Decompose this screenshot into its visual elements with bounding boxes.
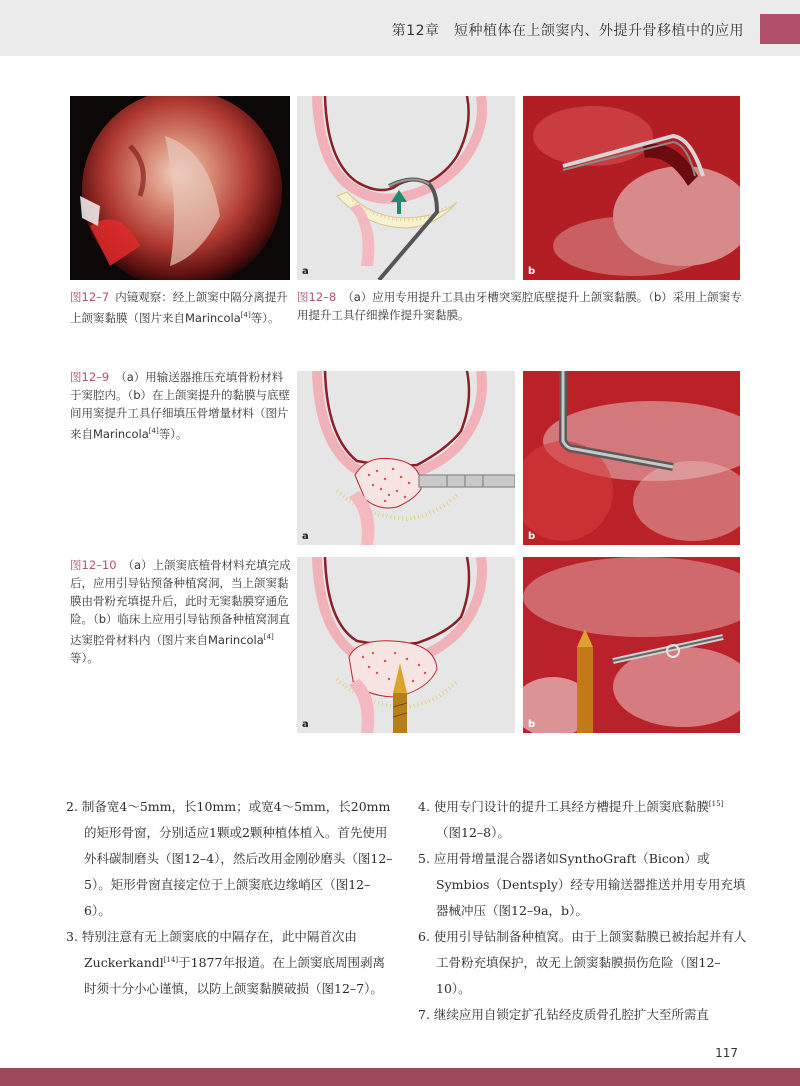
fig12-9-label-b: b xyxy=(528,531,536,542)
fig12-10-tail: 等）。 xyxy=(70,650,99,665)
fig12-9-caption xyxy=(70,368,292,443)
body-item-2 xyxy=(66,794,396,924)
fig12-8b-photo xyxy=(523,96,740,280)
fig12-10b-photo xyxy=(523,557,740,733)
body-item-3-text: 3. 特别注意有无上颌窦底的中隔存在，此中隔首次由Zuckerkandl xyxy=(66,929,357,970)
body-item-5-text: 5. 应用骨增量混合器诸如SynthoGraft（Bicon）或Symbios（Dentsply）经专用输送器推送并用专用充填器械冲压（图12–9a，b）。 xyxy=(418,851,746,918)
fig12-9a-diagram xyxy=(297,371,515,545)
fig12-10-ref: [4] xyxy=(263,633,274,641)
fig12-8-caption xyxy=(297,288,743,324)
fig12-8-label-b: b xyxy=(528,266,536,277)
body-item-3-tail: 于1877年报道。在上颌窦底周围剥离时须十分小心谨慎，以防上颌窦黏膜破损（图12–7）。 xyxy=(84,955,385,996)
fig12-7-tail: 等）。 xyxy=(250,310,280,325)
fig12-10-label-b: b xyxy=(528,719,536,730)
body-item-7 xyxy=(418,1002,748,1028)
body-right-column xyxy=(418,794,748,1028)
body-item-6 xyxy=(418,924,748,1002)
fig12-9-number: 图12–9 xyxy=(70,370,110,384)
page-header xyxy=(0,0,800,56)
fig12-7-number: 图12–7 xyxy=(70,290,110,304)
fig12-7-text: 内镜观察：经上颌窦中隔分离提升上颌窦黏膜（图片来自Marincola xyxy=(70,290,288,325)
body-item-7-text: 7. 继续应用自锁定扩孔钻经皮质骨孔腔扩大至所需直 xyxy=(418,1007,709,1022)
body-item-4-tail: （图12–8）。 xyxy=(436,825,510,840)
body-left-column xyxy=(66,794,396,1002)
fig12-7-endoscope-photo xyxy=(70,96,290,280)
footer-bar xyxy=(0,1068,800,1086)
fig12-9b-photo xyxy=(523,371,740,545)
fig12-8-number: 图12–8 xyxy=(297,290,337,304)
fig12-9-ref: [4] xyxy=(148,427,159,435)
body-item-3-ref: [14] xyxy=(163,955,179,964)
body-item-4 xyxy=(418,794,748,846)
fig12-9-text: （a）用输送器推压充填骨粉材料于窦腔内。（b）在上颌窦提升的黏膜与底壁间用窦提升工具仔细填压骨增量材料（图片来自Marincola xyxy=(70,370,291,441)
body-item-2-text: 2. 制备宽4～5mm，长10mm；或宽4～5mm，长20mm的矩形骨窗，分别适应1颗或2颗种植体植入。首先使用外科碳制磨头（图12–4），然后改用金刚砂磨头（图12–5）。矩形骨窗直接定位于上颌窦底边缘峭区（图12–6）。 xyxy=(66,799,393,918)
fig12-7-caption xyxy=(70,288,292,327)
chapter-title: 第12章 短种植体在上颌窦内、外提升骨移植中的应用 xyxy=(391,23,744,39)
fig12-10-number: 图12–10 xyxy=(70,558,117,572)
fig12-7-ref: [4] xyxy=(240,311,251,319)
body-item-4-text: 4. 使用专门设计的提升工具经方槽提升上颌窦底黏膜 xyxy=(418,799,709,814)
fig12-10-label-a: a xyxy=(302,719,309,730)
body-item-4-ref: [15] xyxy=(708,799,724,808)
fig12-8-text: （a）应用专用提升工具由牙槽突窦腔底壁提升上颌窦黏膜。（b）采用上颌窦专用提升工具仔细操作提升窦黏膜。 xyxy=(297,290,742,322)
fig12-8a-diagram xyxy=(297,96,515,280)
fig12-9-tail: 等）。 xyxy=(158,426,188,441)
body-item-5 xyxy=(418,846,748,924)
page-number: 117 xyxy=(715,1046,738,1060)
fig12-10-text: （a）上颌窦底植骨材料充填完成后，应用引导钻预备种植窝洞，当上颌窦黏膜由骨粉充填提升后，此时无窦黏膜穿通危险。（b）临床上应用引导钻预备种植窝洞直达窦腔骨材料内（图片来自Marincola xyxy=(70,558,291,647)
fig12-8-label-a: a xyxy=(302,266,309,277)
body-item-3 xyxy=(66,924,396,1002)
fig12-10-caption xyxy=(70,556,292,667)
fig12-9-label-a: a xyxy=(302,531,309,542)
body-item-6-text: 6. 使用引导钻制备种植窝。由于上颌窦黏膜已被抬起并有人工骨粉充填保护，故无上颌窦黏膜损伤危险（图12–10）。 xyxy=(418,929,747,996)
fig12-10a-diagram xyxy=(297,557,515,733)
header-accent-bar xyxy=(760,14,800,44)
